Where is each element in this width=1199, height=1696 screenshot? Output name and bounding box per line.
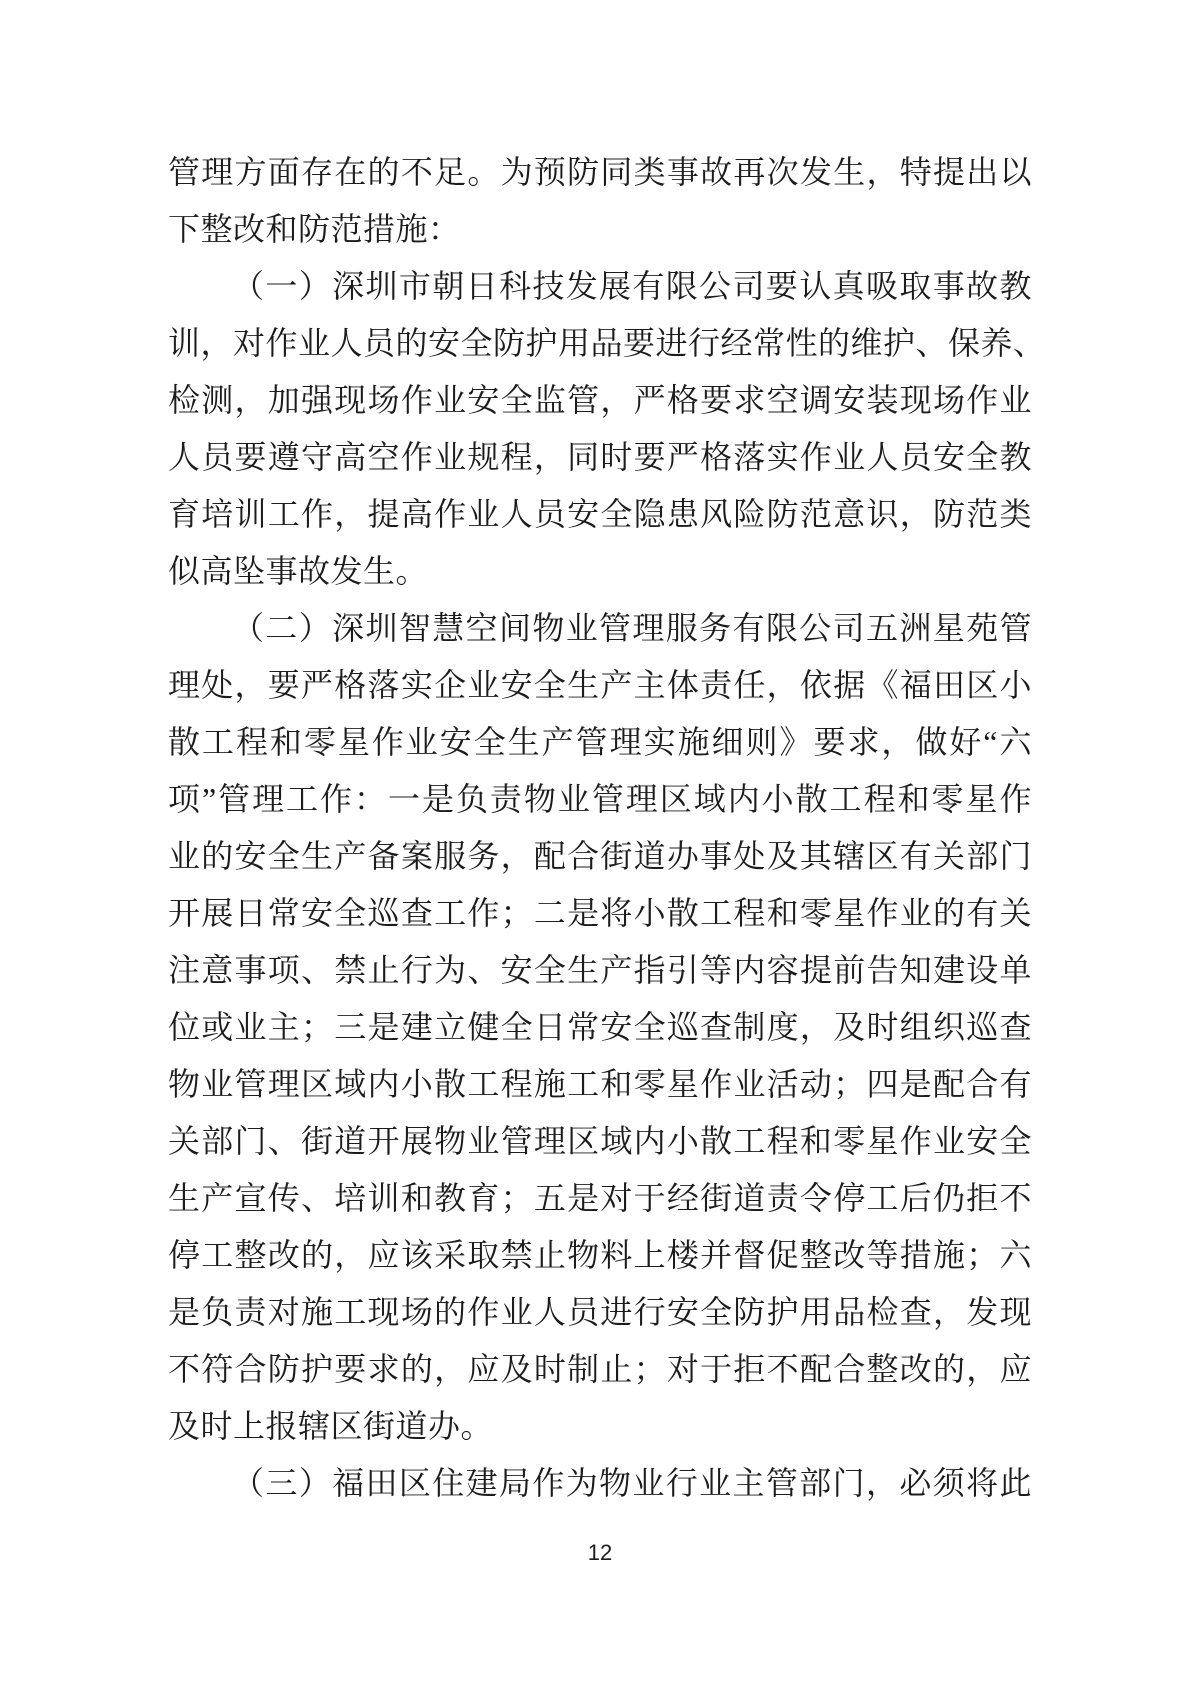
text-line: 是负责对施工现场的作业人员进行安全防护用品检查，发现 — [168, 1294, 1032, 1330]
text-line: 管理方面存在的不足。为预防同类事故再次发生，特提出以 — [168, 154, 1032, 190]
text-line: 项”管理工作：一是负责物业管理区域内小散工程和零星作 — [168, 781, 1032, 817]
text-line: 散工程和零星作业安全生产管理实施细则》要求，做好“六 — [168, 724, 1032, 760]
text-line: 人员要遵守高空作业规程，同时要严格落实作业人员安全教 — [168, 439, 1032, 475]
text-line: 开展日常安全巡查工作；二是将小散工程和零星作业的有关 — [168, 895, 1032, 931]
text-line: 育培训工作，提高作业人员安全隐患风险防范意识，防范类 — [168, 496, 1032, 532]
document-body — [168, 144, 1046, 1512]
text-line: 物业管理区域内小散工程施工和零星作业活动；四是配合有 — [168, 1066, 1032, 1102]
text-line: 似高坠事故发生。 — [168, 553, 429, 589]
text-line: 生产宣传、培训和教育；五是对于经街道责令停工后仍拒不 — [168, 1180, 1032, 1216]
text-line: 注意事项、禁止行为、安全生产指引等内容提前告知建设单 — [168, 952, 1032, 988]
text-line: 理处，要严格落实企业安全生产主体责任，依据《福田区小 — [168, 667, 1032, 703]
text-line: （三）福田区住建局作为物业行业主管部门，必须将此 — [232, 1465, 1032, 1501]
text-line: 位或业主；三是建立健全日常安全巡查制度，及时组织巡查 — [168, 1009, 1032, 1045]
page-number: 12 — [587, 1540, 613, 1565]
text-line: 关部门、街道开展物业管理区域内小散工程和零星作业安全 — [168, 1123, 1032, 1159]
text-line: 训，对作业人员的安全防护用品要进行经常性的维护、保养、 — [168, 325, 1046, 361]
text-line: 及时上报辖区街道办。 — [168, 1408, 494, 1444]
text-line: （一）深圳市朝日科技发展有限公司要认真吸取事故教 — [232, 268, 1032, 304]
text-line: （二）深圳智慧空间物业管理服务有限公司五洲星苑管 — [232, 610, 1032, 646]
text-line: 下整改和防范措施： — [168, 211, 461, 247]
text-line: 检测，加强现场作业安全监管，严格要求空调安装现场作业 — [168, 382, 1032, 418]
text-line: 停工整改的，应该采取禁止物料上楼并督促整改等措施；六 — [168, 1237, 1032, 1273]
text-line: 业的安全生产备案服务，配合街道办事处及其辖区有关部门 — [168, 838, 1032, 874]
text-line: 不符合防护要求的，应及时制止；对于拒不配合整改的，应 — [168, 1351, 1032, 1387]
